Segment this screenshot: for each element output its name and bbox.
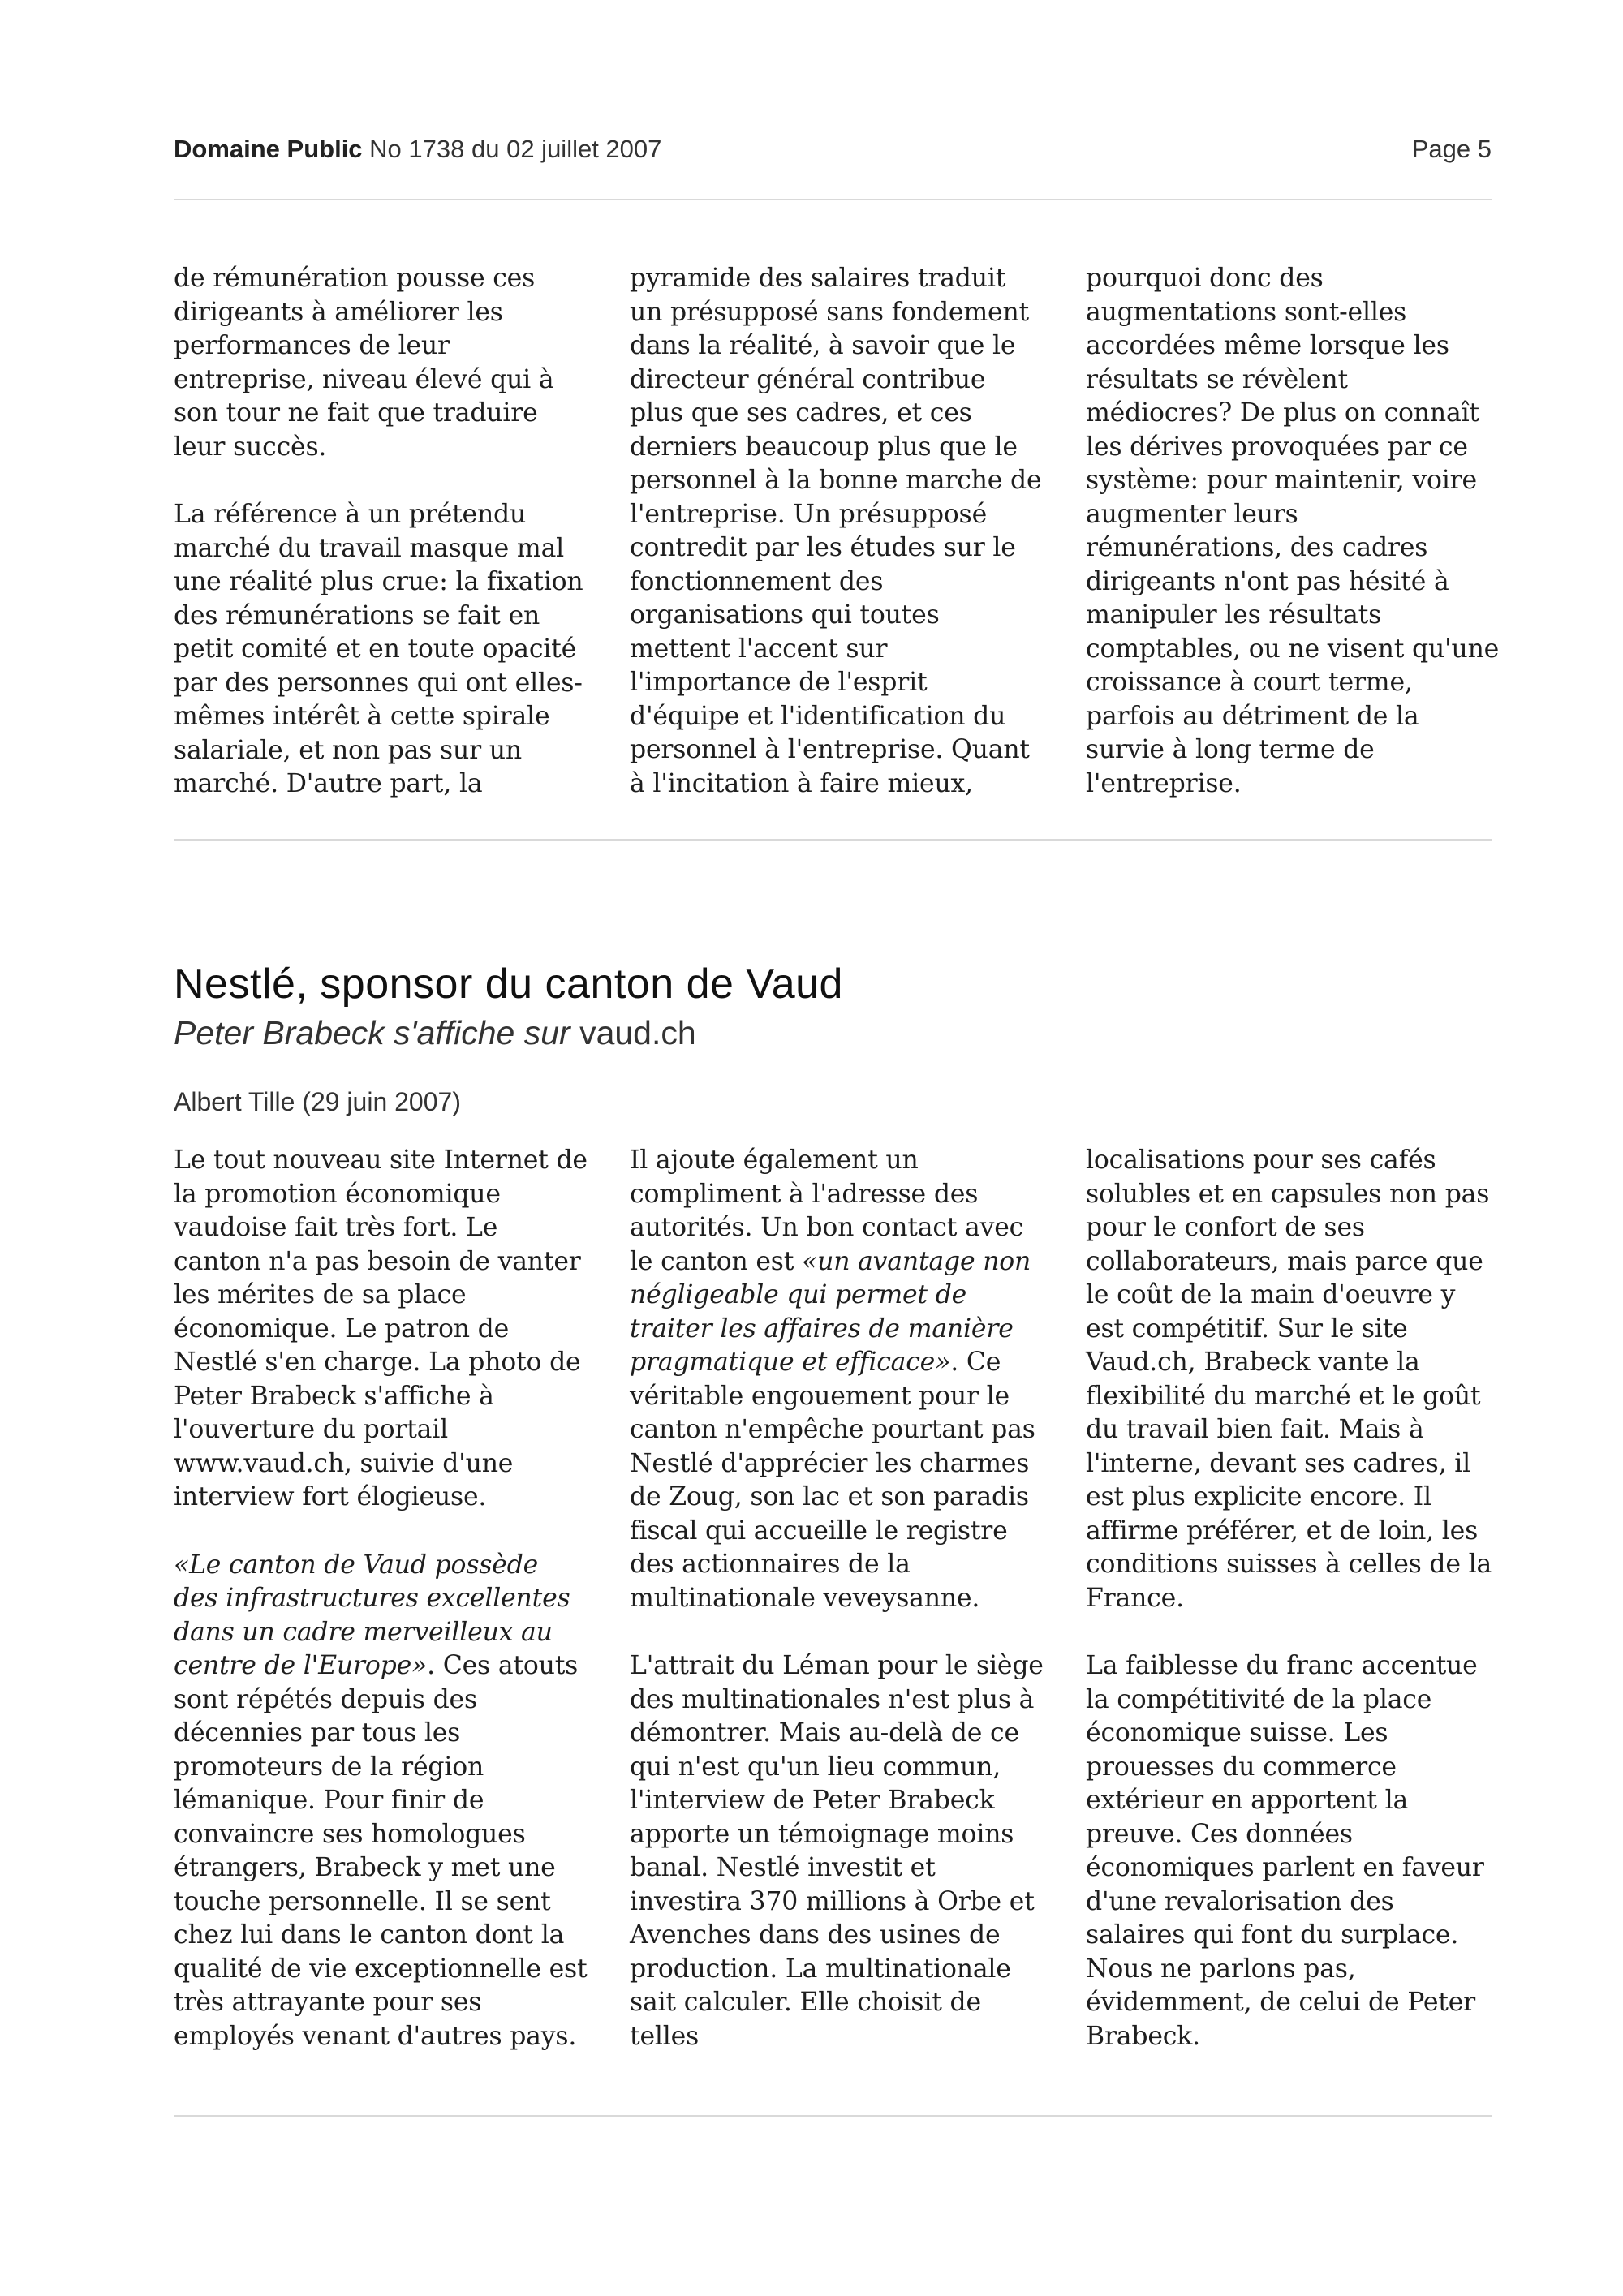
continued-column-1 bbox=[174, 262, 588, 802]
paragraph bbox=[630, 1144, 1044, 1615]
paragraph: localisations pour ses cafés solubles et en capsules non pas pour le confort de ses collaborateurs, mais parce que le coût de la main d'oeuvre y est compétitif. Sur le site Vaud.ch, Brabeck vante la flexibilité du marché et le goût du travail bien fait. Mais à l'interne, devant ses cadres, il est plus explicite encore. Il affirme préférer, et de loin, les conditions suisses à celles de la France. bbox=[1086, 1146, 1492, 1613]
paragraph-text: . Ces atouts sont répétés depuis des décennies par tous les promoteurs de la région lémanique. Pour finir de convaincre ses homologues étrangers, Brabeck y met une touche personnelle. Il se sent chez lui dans le canton dont la qualité de vie exceptionnelle est très attrayante pour ses employés venant d'autres pays. bbox=[174, 1651, 588, 2051]
issue-info: No 1738 du 02 juillet 2007 bbox=[369, 135, 662, 163]
publication-name: Domaine Public bbox=[174, 135, 363, 163]
article-columns bbox=[174, 1144, 1513, 2053]
paragraph: de rémunération pousse ces dirigeants à améliorer les performances de leur entreprise, niveau élevé qui à son tour ne fait que traduire leur succès. bbox=[174, 264, 554, 462]
article-column-1 bbox=[174, 1144, 588, 2053]
paragraph: pyramide des salaires traduit un présupposé sans fondement dans la réalité, à savoir que le directeur général contribue plus que ses cadres, et ces derniers beaucoup plus que le personnel à la bonne marche de l'entreprise. Un présupposé contredit par les études sur le fonctionnement des organisations qui toutes mettent l'accent sur l'importance de l'esprit d'équipe et l'identification du personnel à l'entreprise. Quant à l'incitation à faire mieux, bbox=[630, 264, 1042, 798]
continued-column-2 bbox=[630, 262, 1044, 802]
paragraph: pourquoi donc des augmentations sont-elles accordées même lorsque les résultats se révèlent médiocres? De plus on connaît les dérives provoquées par ce système: pour maintenir, voire augmenter leurs rémunérations, des cadres dirigeants n'ont pas hésité à manipuler les résultats comptables, ou ne visent qu'une croissance à court terme, parfois au détriment de la survie à long terme de l'entreprise. bbox=[1086, 264, 1500, 798]
continued-column-3 bbox=[1086, 262, 1500, 802]
continued-article-columns bbox=[174, 262, 1513, 802]
article-column-2 bbox=[630, 1144, 1044, 2053]
footer-divider bbox=[174, 2115, 1492, 2117]
section-divider bbox=[174, 839, 1492, 841]
article-column-3 bbox=[1086, 1144, 1500, 2053]
subtitle-italic: Peter Brabeck s'affiche sur bbox=[174, 1014, 570, 1051]
paragraph-text: Il ajoute également un compliment à l'adresse des autorités. Un bon contact avec le canton est bbox=[630, 1146, 1024, 1276]
article-byline: Albert Tille (29 juin 2007) bbox=[174, 1087, 461, 1116]
page-number: Page 5 bbox=[1411, 135, 1492, 163]
header-divider bbox=[174, 199, 1492, 200]
article-title: Nestlé, sponsor du canton de Vaud bbox=[174, 961, 843, 1008]
paragraph: Le tout nouveau site Internet de la promotion économique vaudoise fait très fort. Le canton n'a pas besoin de vanter les mérites de sa place économique. Le patron de Nestlé s'en charge. La photo de Peter Brabeck s'affiche à l'ouverture du portail www.vaud.ch, suivie d'une interview fort élogieuse. bbox=[174, 1146, 588, 1511]
article-subtitle bbox=[174, 1014, 696, 1052]
paragraph: La faiblesse du franc accentue la compétitivité de la place économique suisse. Les prouesses du commerce extérieur en apportent la preuve. Ces données économiques parlent en faveur d'une revalorisation des salaires qui font du surplace. Nous ne parlons pas, évidemment, de celui de Peter Brabeck. bbox=[1086, 1651, 1484, 2051]
paragraph-text: . Ce véritable engouement pour le canton n'empêche pourtant pas Nestlé d'apprécier les charmes de Zoug, son lac et son paradis fiscal qui accueille le registre des actionnaires de la multinationale veveysanne. bbox=[630, 1348, 1035, 1613]
paragraph: L'attrait du Léman pour le siège des multinationales n'est plus à démontrer. Mais au-delà de ce qui n'est qu'un lieu commun, l'interview de Peter Brabeck apporte un témoignage moins banal. Nestlé investit et investira 370 millions à Orbe et Avenches dans des usines de production. La multinationale sait calculer. Elle choisit de telles bbox=[630, 1651, 1044, 2051]
paragraph: La référence à un prétendu marché du travail masque mal une réalité plus crue: la fixation des rémunérations se fait en petit comité et en toute opacité par des personnes qui ont elles-mêmes intérêt à cette spirale salariale, et non pas sur un marché. D'autre part, la bbox=[174, 500, 583, 798]
page-header bbox=[174, 135, 1492, 164]
paragraph bbox=[174, 1549, 588, 2054]
quote: «un avantage non négligeable qui permet de traiter les affaires de manière pragmatique et efficace» bbox=[630, 1246, 1031, 1377]
quote: «Le canton de Vaud possède des infrastructures excellentes dans un cadre merveilleux au centre de l'Europe» bbox=[174, 1550, 570, 1680]
subtitle-link-text: vaud.ch bbox=[579, 1014, 696, 1051]
